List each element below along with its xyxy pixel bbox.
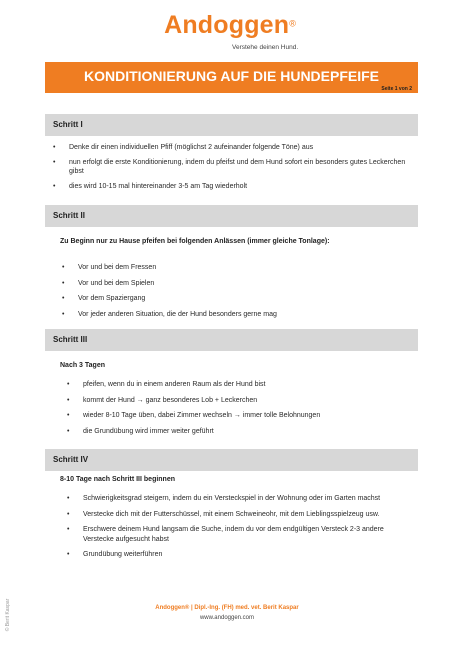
title-banner: [45, 62, 418, 93]
page-title: KONDITIONIERUNG AUF DIE HUNDEPFEIFE: [83, 68, 380, 84]
logo: [150, 10, 310, 51]
section-label: Schritt II: [53, 211, 86, 220]
list-item: • Vor jeder anderen Situation, die der Hund besonders gerne mag: [62, 310, 402, 320]
section-header-1: [45, 114, 418, 136]
list-item: • nun erfolgt die erste Konditionierung, indem du pfeifst und dem Hund sofort ein besonders gutes Leckerchen gibst: [53, 158, 413, 177]
list-item: • Vor und bei dem Spielen: [62, 279, 402, 289]
list-item: • Vor dem Spaziergang: [62, 294, 402, 304]
section-1-list: [53, 143, 413, 191]
section-label: Schritt IV: [53, 455, 89, 464]
footer-website: www.andoggen.com: [199, 615, 255, 621]
section-header-4: [45, 449, 418, 471]
list-item: • dies wird 10-15 mal hintereinander 3-5 am Tag wiederholt: [53, 182, 413, 192]
list-item: • Schwierigkeitsgrad steigern, indem du ein Versteckspiel in der Wohnung oder im Garten machst: [67, 494, 402, 504]
footer: [0, 605, 454, 621]
section-4-intro: 8-10 Tage nach Schritt III beginnen: [60, 476, 176, 483]
list-item: • die Grundübung wird immer weiter geführt: [67, 427, 407, 437]
section-label: Schritt I: [53, 120, 83, 129]
section-header-2: [45, 205, 418, 227]
section-4-list: [67, 494, 402, 560]
logo-registered-mark: ®: [289, 18, 296, 29]
section-2-list: [62, 263, 402, 319]
list-item: • kommt der Hund → ganz besonderes Lob + Leckerchen: [67, 396, 407, 406]
section-3-list: [67, 380, 407, 436]
list-item: • wieder 8-10 Tage üben, dabei Zimmer wechseln → immer tolle Belohnungen: [67, 411, 407, 421]
list-item: • Erschwere deinem Hund langsam die Suche, indem du vor dem endgültigen Versteck 2-3 andere Verstecke aufgesucht habst: [67, 525, 402, 544]
list-item: • Denke dir einen individuellen Pfiff (möglichst 2 aufeinander folgende Töne) aus: [53, 143, 413, 153]
logo-name: Andoggen: [164, 11, 290, 39]
list-item: • Verstecke dich mit der Futterschüssel, mit einem Schweineohr, mit dem Lieblingsspielzeug usw.: [67, 510, 402, 520]
list-item: • Grundübung weiterführen: [67, 550, 402, 560]
section-label: Schritt III: [53, 335, 88, 344]
page-number: Seite 1 von 2: [381, 86, 412, 92]
footer-credit: Andoggen® | Dipl.-Ing. (FH) med. vet. Berit Kaspar: [155, 605, 299, 611]
section-2-intro: Zu Beginn nur zu Hause pfeifen bei folgenden Anlässen (immer gleiche Tonlage):: [60, 238, 330, 245]
section-3-intro: Nach 3 Tagen: [60, 362, 105, 369]
section-header-3: [45, 329, 418, 351]
logo-tagline: Verstehe deinen Hund.: [232, 44, 299, 51]
list-item: • pfeifen, wenn du in einem anderen Raum als der Hund bist: [67, 380, 407, 390]
side-copyright: © Berit Kaspar: [5, 598, 11, 632]
list-item: • Vor und bei dem Fressen: [62, 263, 402, 273]
